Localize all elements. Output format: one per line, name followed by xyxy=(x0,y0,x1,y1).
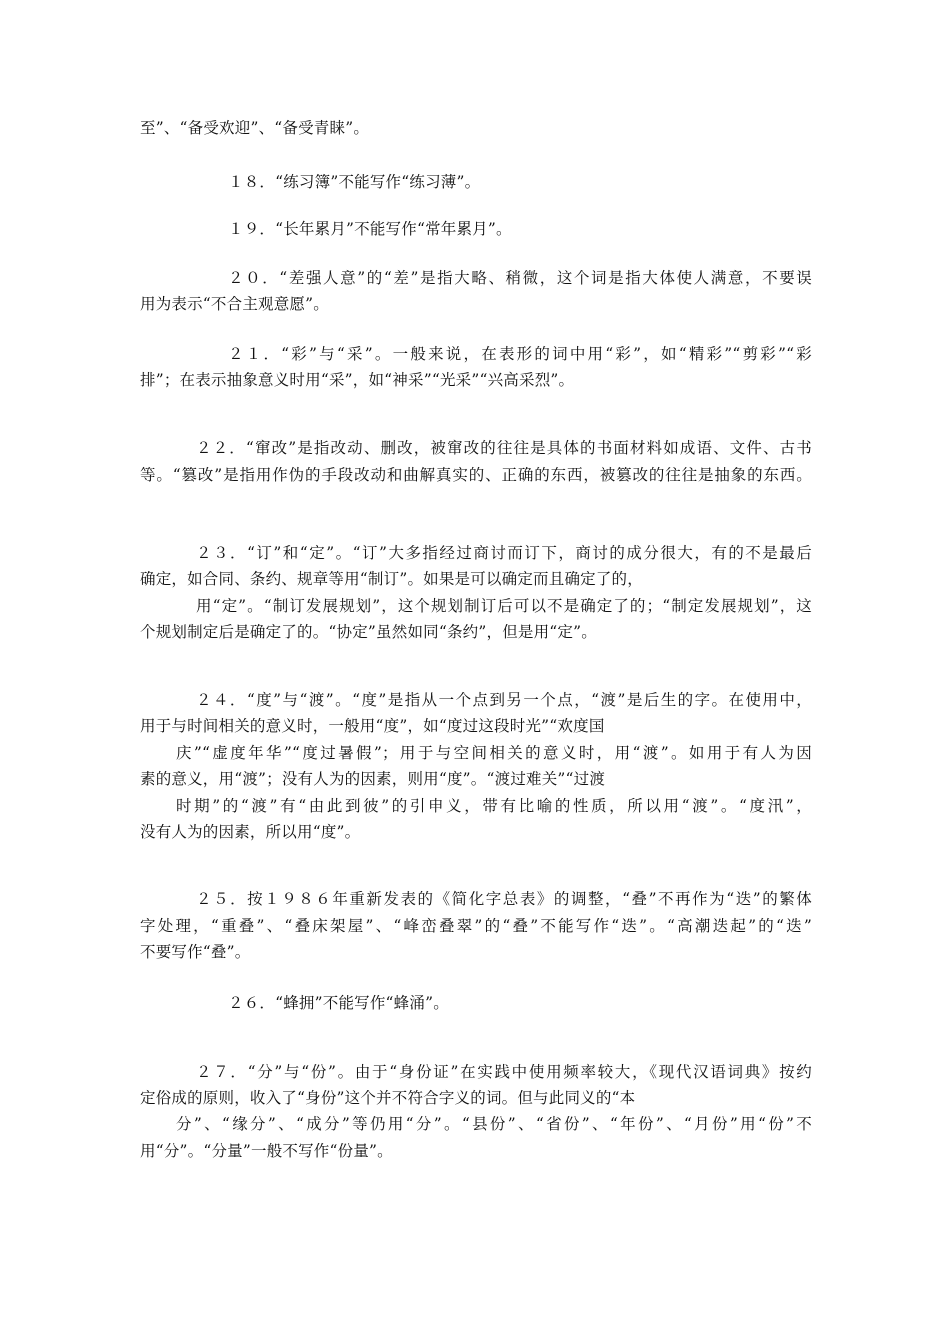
item-27-line-1: ２７．“分”与“份”。由于“身份证”在实践中使用频率较大，《现代汉语词典》按约 xyxy=(196,1063,812,1081)
item-24-line-6: 没有人为的因素，所以用“度”。 xyxy=(140,823,361,841)
item-23-line-4: 个规划制定后是确定了的。“协定”虽然如同“条约”，但是用“定”。 xyxy=(140,623,597,641)
item-24-line-3: 庆”“虚度年华”“度过暑假”；用于与空间相关的意义时，用“渡”。如用于有人为因 xyxy=(176,744,812,762)
item-24-line-5: 时期”的“渡”有“由此到彼”的引申义，带有比喻的性质，所以用“渡”。“度汛”， xyxy=(176,797,812,815)
item-26: ２６．“蜂拥”不能写作“蜂涌”。 xyxy=(228,994,449,1012)
item-20-line-2: 用为表示“不合主观意愿”。 xyxy=(140,295,329,313)
item-20-line-1: ２０．“差强人意”的“差”是指大略、稍微，这个词是指大体使人满意，不要误 xyxy=(228,269,812,287)
item-24-line-2: 用于与时间相关的意义时，一般用“度”，如“度过这段时光”“欢度国 xyxy=(140,717,605,735)
item-18: １８．“练习簿”不能写作“练习薄”。 xyxy=(228,173,481,191)
item-22-line-1: ２２．“窜改”是指改动、删改，被窜改的往往是具体的书面材料如成语、文件、古书 xyxy=(196,439,812,457)
item-21-line-2: 排”；在表示抽象意义时用“采”，如“神采”“光采”“兴高采烈”。 xyxy=(140,371,575,389)
item-23-line-1: ２３．“订”和“定”。“订”大多指经过商讨而订下，商讨的成分很大，有的不是最后 xyxy=(196,544,812,562)
item-27-line-2: 定俗成的原则，收入了“身份”这个并不符合字义的词。但与此同义的“本 xyxy=(140,1089,636,1107)
item-19: １９．“长年累月”不能写作“常年累月”。 xyxy=(228,220,512,238)
item-23-line-2: 确定，如合同、条约、规章等用“制订”。如果是可以确定而且确定了的， xyxy=(140,570,643,588)
item-27-line-4: 用“分”。“分量”一般不写作“份量”。 xyxy=(140,1142,393,1160)
item-27-line-3: 分”、“缘分”、“成分”等仍用“分”。“县份”、“省份”、“年份”、“月份”用“份”不 xyxy=(176,1115,812,1133)
item-24-line-1: ２４．“度”与“渡”。“度”是指从一个点到另一个点，“渡”是后生的字。在使用中， xyxy=(196,691,812,709)
item-21-line-1: ２１．“彩”与“采”。一般来说，在表形的词中用“彩”，如“精彩”“剪彩”“彩 xyxy=(228,345,812,363)
item-22-line-2: 等。“篡改”是指用作伪的手段改动和曲解真实的、正确的东西，被篡改的往往是抽象的东西。 xyxy=(140,466,812,484)
text-line: 至”、“备受欢迎”、“备受青睐”。 xyxy=(140,119,370,137)
item-24-line-4: 素的意义，用“渡”；没有人为的因素，则用“度”。“渡过难关”“过渡 xyxy=(140,770,606,788)
item-25-line-2: 字处理，“重叠”、“叠床架屋”、“峰峦叠翠”的“叠”不能写作“迭”。“高潮迭起”的“迭” xyxy=(140,917,812,935)
item-23-line-3: 用“定”。“制订发展规划”，这个规划制订后可以不是确定了的；“制定发展规划”，这 xyxy=(196,597,812,615)
item-25-line-3: 不要写作“叠”。 xyxy=(140,943,251,961)
item-25-line-1: ２５．按１９８６年重新发表的《简化字总表》的调整，“叠”不再作为“迭”的繁体 xyxy=(196,890,812,908)
